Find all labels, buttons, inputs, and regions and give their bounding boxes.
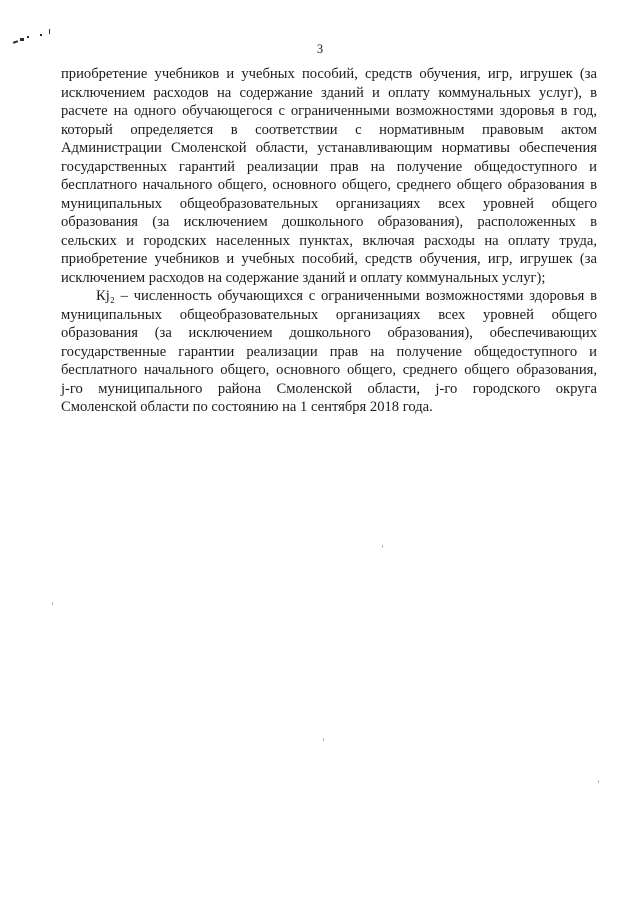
text-line: исключением расходов на содержание зданий и оплату коммунальных услуг), в: [61, 84, 597, 101]
paragraph-2: [61, 287, 597, 417]
body-text: [61, 65, 597, 417]
scan-speck: [382, 545, 383, 548]
text-line: бесплатного начального общего, основного общего, среднего общего образования,: [61, 362, 597, 378]
text-line: приобретение учебников и учебных пособий, средств обучения, игр, игрушек (за: [61, 66, 597, 82]
text-line: сельских и городских населенных пунктах, включая расходы на оплату труда,: [61, 232, 597, 249]
text-line: Смоленской области по состоянию на 1 сентября 2018 года.: [61, 399, 433, 415]
text-line: j-го муниципального района Смоленской области, j-го городского округа: [61, 380, 597, 397]
text-line: муниципальных общеобразовательных организациях всех уровней общего: [61, 195, 597, 212]
text-line: государственных гарантий реализации прав на получение общедоступного и: [61, 158, 597, 175]
text-line: государственные гарантии реализации прав на получение общедоступного и: [61, 343, 597, 360]
scan-mark: [20, 38, 24, 41]
text-line: приобретение учебников и учебных пособий, средств обучения, игр, игрушек (за: [61, 251, 597, 267]
text-line: который определяется в соответствии с нормативным правовым актом: [61, 121, 597, 138]
scan-speck: [323, 738, 324, 741]
scan-mark: [27, 36, 29, 38]
text-line: муниципальных общеобразовательных организациях всех уровней общего: [61, 306, 597, 323]
paragraph-1: [61, 65, 597, 287]
page-number: 3: [316, 42, 324, 56]
text-line: Администрации Смоленской области, устанавливающим нормативы обеспечения: [61, 140, 597, 156]
scan-mark: [49, 29, 50, 34]
text-line: расчете на одного обучающегося с ограниченными возможностями здоровья в год,: [61, 103, 597, 119]
text-line: бесплатного начального общего, основного общего, среднего общего образования в: [61, 177, 597, 193]
scan-speck: [52, 602, 53, 605]
text-line: исключением расходов на содержание зданий и оплату коммунальных услуг);: [61, 269, 546, 286]
text-line: образования (за исключением дошкольного образования), обеспечивающих: [61, 325, 597, 341]
scan-mark: [40, 34, 42, 36]
text-line: образования (за исключением дошкольного образования), расположенных в: [61, 214, 597, 230]
text-line: Кj₂ – численность обучающихся с ограниченными возможностями здоровья в: [96, 288, 597, 304]
scan-speck: [598, 780, 599, 783]
